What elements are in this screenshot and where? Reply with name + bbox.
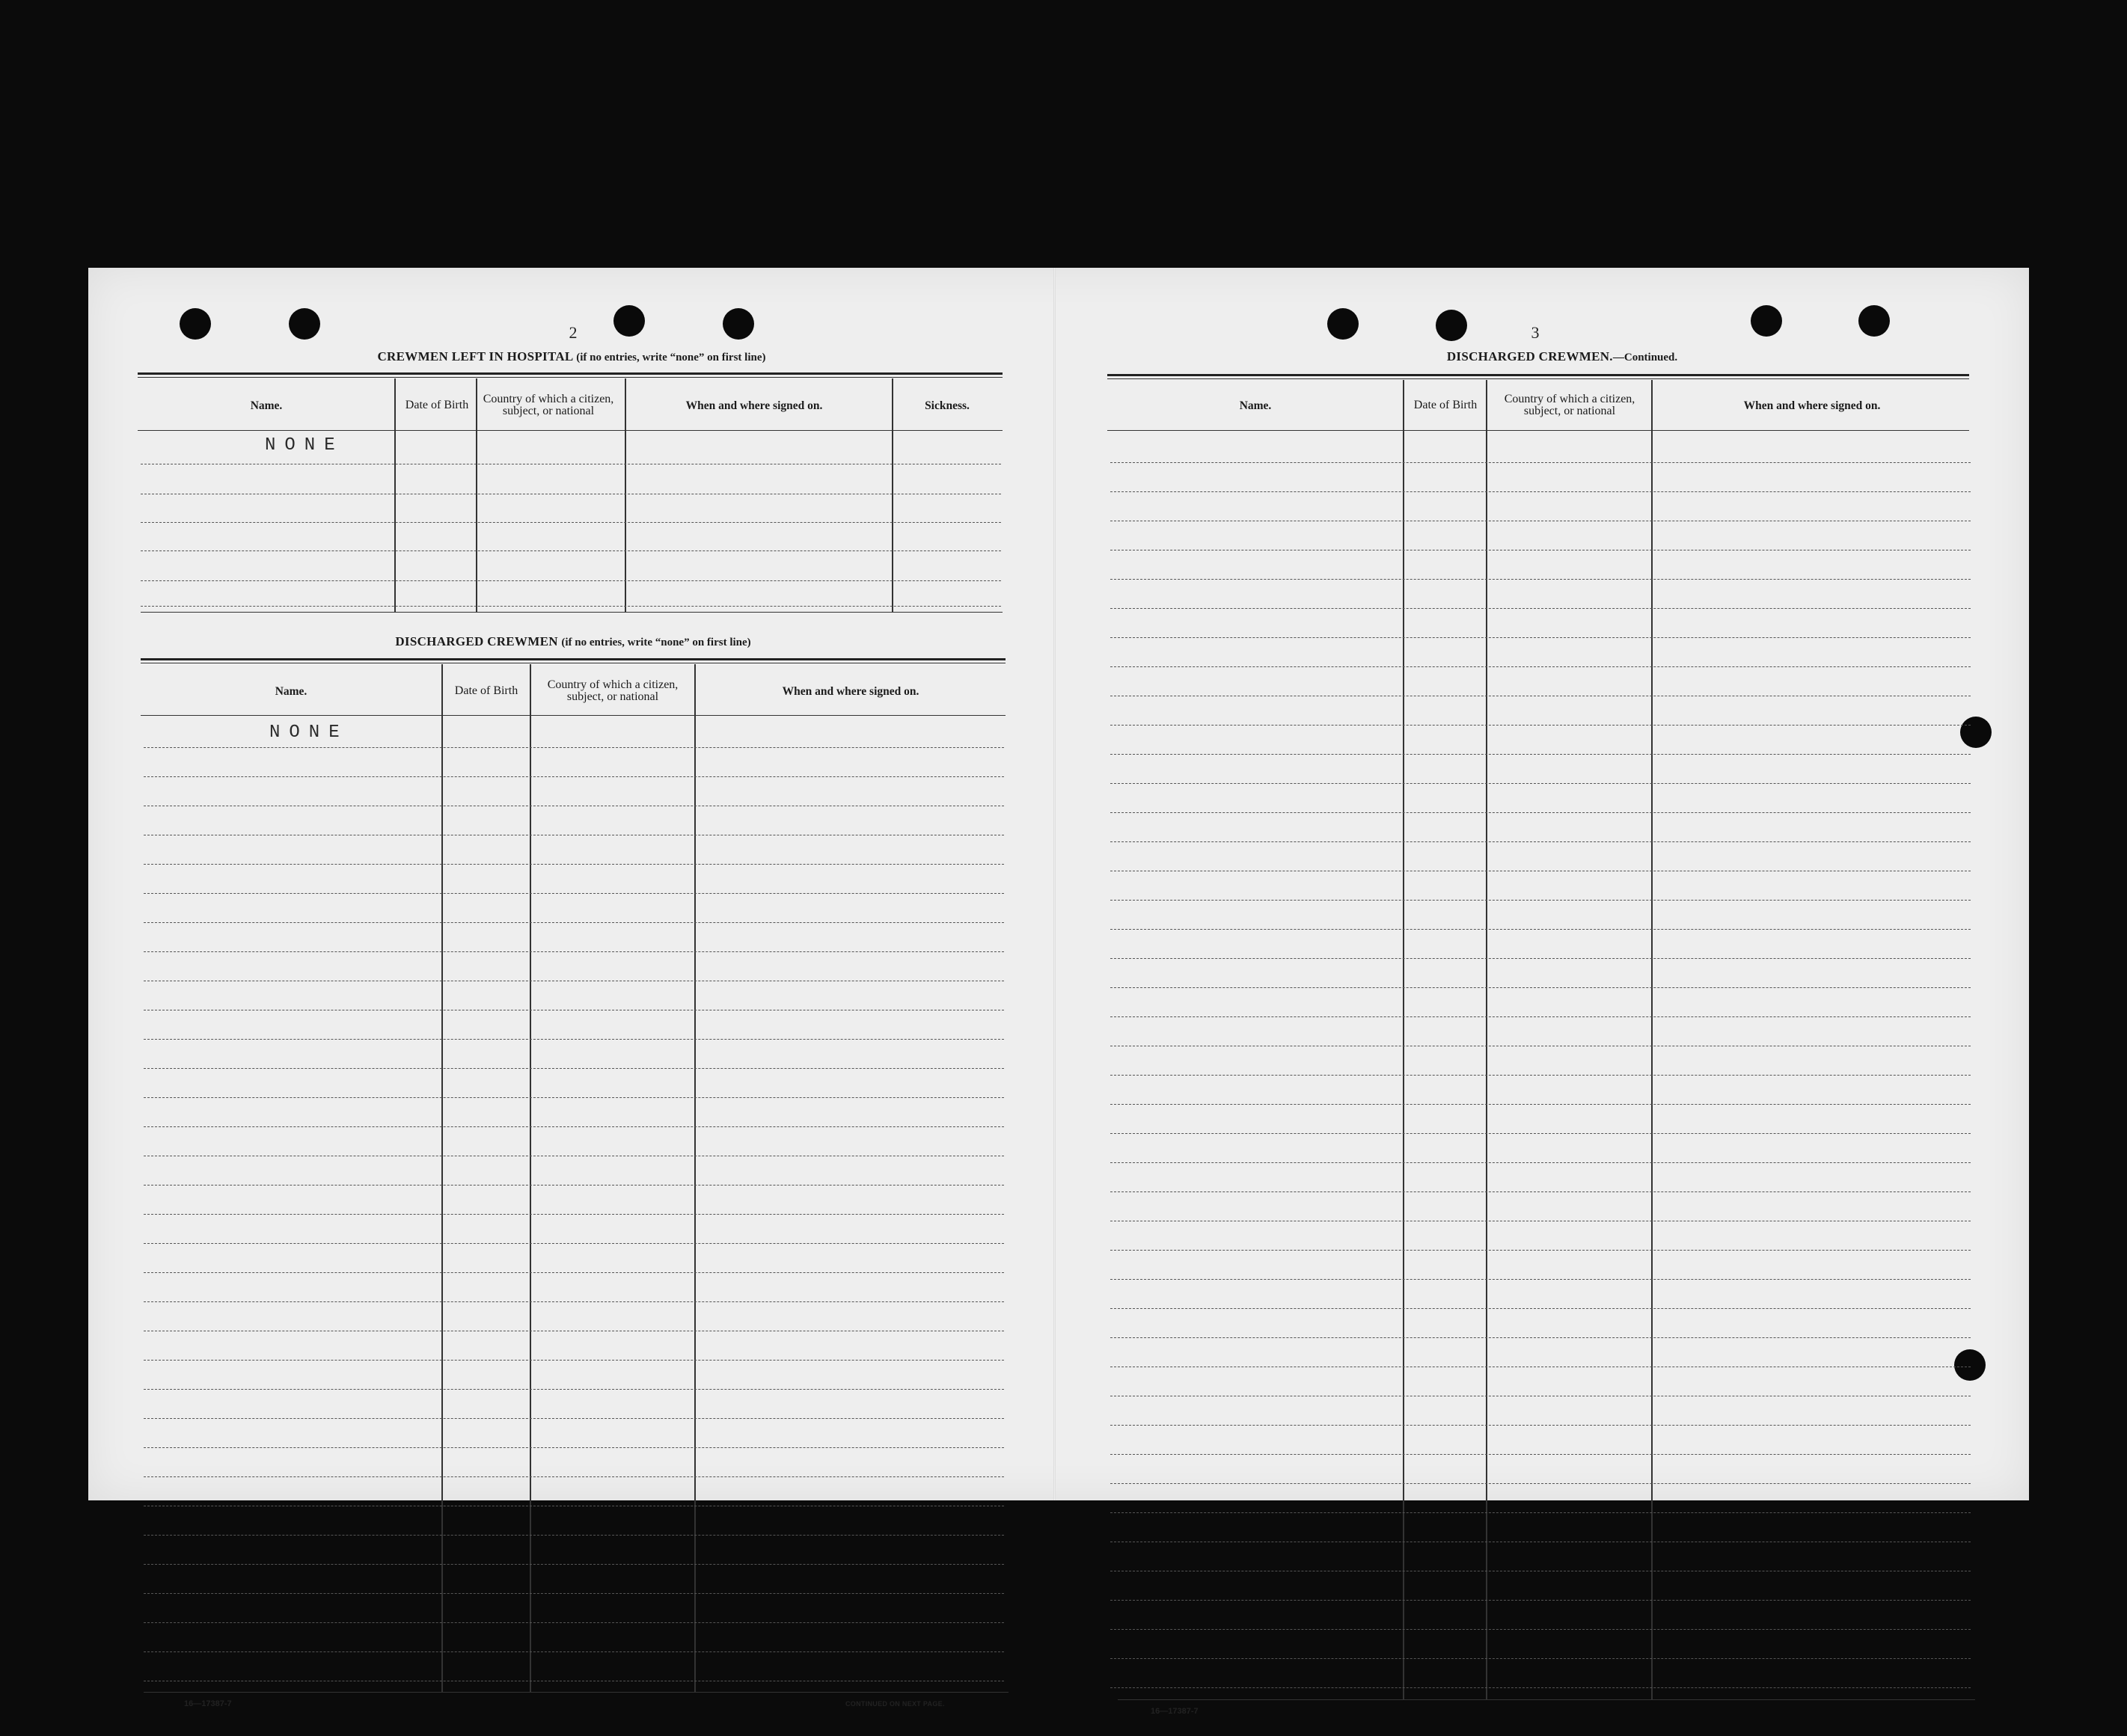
document-sheet — [88, 268, 2029, 1716]
right-col-country: Country of which a citizen, subject, or national — [1504, 393, 1635, 417]
right-col-divider — [1651, 380, 1653, 1700]
right-section-title — [1375, 349, 1749, 364]
right-bottom-rule — [1118, 1699, 1975, 1700]
discharged-col-name: Name. — [275, 684, 307, 698]
right-header-rule — [1107, 430, 1969, 431]
form-number: 16—17387-7 — [1151, 1707, 1199, 1716]
hospital-col-divider — [476, 378, 477, 612]
punch-hole — [180, 308, 211, 340]
discharged-col-dob: Date of Birth — [454, 684, 518, 697]
form-number: 16—17387-7 — [184, 1699, 232, 1708]
discharged-col-divider — [694, 664, 696, 1693]
punch-hole — [1327, 308, 1359, 340]
punch-hole — [1858, 305, 1890, 337]
right-col-divider — [1403, 380, 1404, 1700]
hospital-col-sickness: Sickness. — [925, 399, 970, 412]
continued-note: CONTINUED ON NEXT PAGE. — [845, 1700, 945, 1708]
hospital-none-entry: NONE — [265, 435, 344, 456]
discharged-col-divider — [441, 664, 443, 1693]
discharged-bottom-rule — [144, 1692, 1009, 1693]
punch-hole — [289, 308, 320, 340]
discharged-section-title — [310, 634, 836, 649]
discharged-header-rule — [141, 715, 1006, 716]
discharged-instruction: (if no entries, write “none” on first line) — [561, 637, 751, 648]
hospital-top-rule-2 — [138, 377, 1003, 378]
hospital-instruction: (if no entries, write “none” on first line) — [576, 352, 766, 364]
discharged-col-signed-on: When and where signed on. — [782, 684, 919, 698]
right-title-text: DISCHARGED CREWMEN. — [1446, 349, 1613, 364]
hospital-col-divider — [625, 378, 626, 612]
page-number: 3 — [1531, 323, 1540, 342]
hospital-bottom-rule — [141, 612, 1003, 613]
hospital-col-divider — [394, 378, 396, 612]
right-title-suffix: —Continued. — [1612, 352, 1678, 364]
discharged-col-country: Country of which a citizen, subject, or national — [547, 678, 679, 703]
hospital-col-signed-on: When and where signed on. — [685, 399, 823, 412]
punch-hole — [723, 308, 754, 340]
discharged-title-text: DISCHARGED CREWMEN — [395, 634, 558, 648]
hospital-col-country: Country of which a citizen, subject, or national — [483, 393, 614, 417]
punch-hole — [1960, 717, 1992, 748]
hospital-header-rule — [138, 430, 1003, 431]
hospital-top-rule — [138, 372, 1003, 375]
page-number: 2 — [569, 323, 578, 342]
hospital-title-text: CREWMEN LEFT IN HOSPITAL — [377, 349, 573, 364]
right-col-name: Name. — [1239, 399, 1272, 412]
hospital-col-dob: Date of Birth — [405, 399, 469, 411]
right-top-rule — [1107, 374, 1969, 376]
right-col-dob: Date of Birth — [1413, 399, 1478, 411]
right-top-rule-2 — [1107, 378, 1969, 379]
hospital-section-title — [310, 349, 833, 364]
punch-hole — [1751, 305, 1782, 337]
right-col-divider — [1486, 380, 1487, 1700]
hospital-col-divider — [892, 378, 893, 612]
right-col-signed-on: When and where signed on. — [1743, 399, 1881, 412]
discharged-none-entry: NONE — [269, 723, 349, 743]
hospital-col-name: Name. — [250, 399, 283, 412]
punch-hole — [1436, 310, 1467, 341]
punch-hole — [1954, 1349, 1986, 1381]
punch-hole — [613, 305, 645, 337]
discharged-top-rule — [141, 658, 1006, 660]
page-fold — [1053, 268, 1056, 1500]
discharged-col-divider — [530, 664, 531, 1693]
